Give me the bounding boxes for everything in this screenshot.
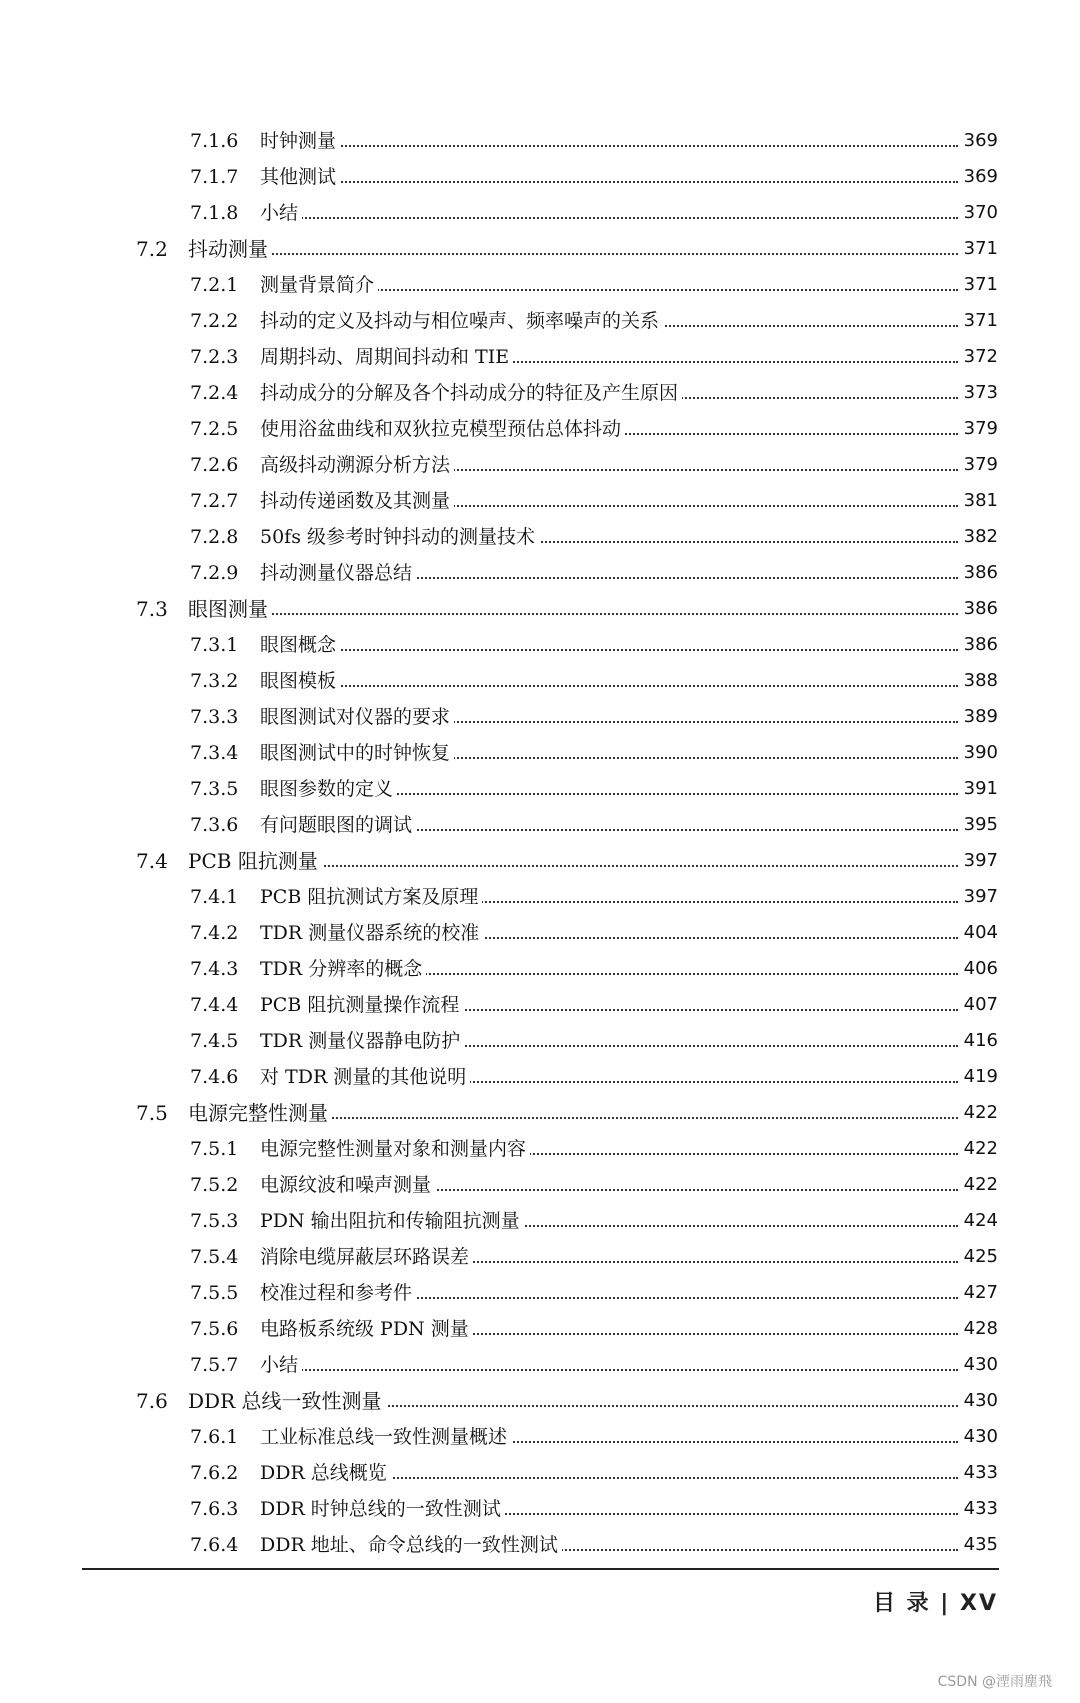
toc-entry-page: 422 <box>958 1174 998 1196</box>
toc-entry-number: 7.5.5 <box>190 1282 239 1304</box>
dot-leader <box>270 181 958 183</box>
toc-subsection-row <box>0 1414 1080 1450</box>
toc-subsection-row <box>0 1234 1080 1270</box>
toc-entry-page: 379 <box>958 454 998 476</box>
toc-entry-number: 7.5.1 <box>190 1138 239 1160</box>
toc-entry-number: 7.3.1 <box>190 634 239 656</box>
toc-entry-number: 7.4.1 <box>190 886 239 908</box>
toc-entry-page: 372 <box>958 346 998 368</box>
toc-entry-title: PCB 阻抗测量操作流程 <box>260 994 463 1016</box>
toc-entry-title: 工业标准总线一致性测量概述 <box>260 1426 511 1448</box>
toc-entry-page: 389 <box>958 706 998 728</box>
toc-entry-number: 7.5.3 <box>190 1210 239 1232</box>
toc-entry-number: 7.4.6 <box>190 1066 239 1088</box>
toc-entry-page: 371 <box>958 274 998 296</box>
toc-subsection-row <box>0 910 1080 946</box>
toc-entry-title: PDN 输出阻抗和传输阻抗测量 <box>260 1210 524 1232</box>
toc-entry-number: 7.6.2 <box>190 1462 239 1484</box>
toc-subsection-row <box>0 262 1080 298</box>
toc-entry-page: 382 <box>958 526 998 548</box>
toc-subsection-row <box>0 658 1080 694</box>
toc-entry-title: 小结 <box>260 1354 302 1376</box>
toc-entry-title: 高级抖动溯源分析方法 <box>260 454 454 476</box>
toc-entry-title: 电路板系统级 PDN 测量 <box>260 1318 473 1340</box>
dot-leader <box>270 649 958 651</box>
toc-entry-page: 370 <box>958 202 998 224</box>
footer-rule <box>82 1568 999 1570</box>
toc-entry-title: 电源纹波和噪声测量 <box>260 1174 435 1196</box>
dot-leader <box>200 253 958 255</box>
toc-entry-number: 7.1.8 <box>190 202 239 224</box>
toc-entry-page: 386 <box>958 634 998 656</box>
toc-entry-page: 371 <box>958 310 998 332</box>
toc-entry-title: 抖动的定义及抖动与相位噪声、频率噪声的关系 <box>260 310 663 332</box>
toc-subsection-row <box>0 802 1080 838</box>
footer-label: 目 录 | XV <box>872 1591 998 1616</box>
toc-entry-number: 7.4.3 <box>190 958 239 980</box>
toc-entry-title: DDR 总线一致性测量 <box>188 1390 386 1412</box>
toc-subsection-row <box>0 478 1080 514</box>
toc-entry-number: 7.2.8 <box>190 526 239 548</box>
toc-entry-page: 433 <box>958 1462 998 1484</box>
toc-subsection-row <box>0 1270 1080 1306</box>
toc-entry-title: 抖动传递函数及其测量 <box>260 490 454 512</box>
toc-entry-page: 430 <box>958 1390 998 1412</box>
toc-entry-title: DDR 总线概览 <box>260 1462 391 1484</box>
toc-subsection-row <box>0 982 1080 1018</box>
toc-list <box>0 118 1080 1558</box>
toc-subsection-row <box>0 1342 1080 1378</box>
toc-subsection-row <box>0 1018 1080 1054</box>
toc-entry-title: 50fs 级参考时钟抖动的测量技术 <box>260 526 539 548</box>
toc-subsection-row <box>0 1198 1080 1234</box>
toc-entry-title: 抖动成分的分解及各个抖动成分的特征及产生原因 <box>260 382 682 404</box>
dot-leader <box>270 1369 958 1371</box>
toc-entry-page: 369 <box>958 166 998 188</box>
toc-entry-number: 7.5.7 <box>190 1354 239 1376</box>
toc-entry-page: 427 <box>958 1282 998 1304</box>
toc-entry-number: 7.3.6 <box>190 814 239 836</box>
toc-entry-page: 386 <box>958 562 998 584</box>
toc-entry-page: 369 <box>958 130 998 152</box>
toc-entry-title: 眼图参数的定义 <box>260 778 397 800</box>
toc-subsection-row <box>0 1522 1080 1558</box>
toc-entry-page: 422 <box>958 1102 998 1124</box>
watermark: CSDN @湮雨塵飛 <box>937 1674 1052 1690</box>
toc-subsection-row <box>0 370 1080 406</box>
toc-entry-title: TDR 分辨率的概念 <box>260 958 426 980</box>
toc-section-row <box>0 1090 1080 1126</box>
toc-subsection-row <box>0 874 1080 910</box>
toc-entry-page: 397 <box>958 886 998 908</box>
toc-entry-page: 404 <box>958 922 998 944</box>
toc-subsection-row <box>0 298 1080 334</box>
toc-entry-page: 424 <box>958 1210 998 1232</box>
toc-subsection-row <box>0 190 1080 226</box>
toc-entry-title: 消除电缆屏蔽层环路误差 <box>260 1246 473 1268</box>
toc-entry-number: 7.2.5 <box>190 418 239 440</box>
toc-subsection-row <box>0 766 1080 802</box>
toc-entry-number: 7.5.6 <box>190 1318 239 1340</box>
toc-entry-page: 388 <box>958 670 998 692</box>
toc-entry-number: 7.1.7 <box>190 166 239 188</box>
toc-entry-page: 390 <box>958 742 998 764</box>
toc-entry-number: 7.1.6 <box>190 130 239 152</box>
toc-entry-page: 416 <box>958 1030 998 1052</box>
toc-entry-page: 428 <box>958 1318 998 1340</box>
dot-leader <box>200 613 958 615</box>
toc-entry-number: 7.5 <box>136 1101 168 1125</box>
toc-entry-number: 7.2.1 <box>190 274 239 296</box>
toc-subsection-row <box>0 946 1080 982</box>
toc-subsection-row <box>0 334 1080 370</box>
toc-subsection-row <box>0 1054 1080 1090</box>
toc-entry-number: 7.3.2 <box>190 670 239 692</box>
toc-subsection-row <box>0 442 1080 478</box>
toc-entry-page: 386 <box>958 598 998 620</box>
toc-subsection-row <box>0 1450 1080 1486</box>
toc-entry-number: 7.6.3 <box>190 1498 239 1520</box>
toc-entry-title: 时钟测量 <box>260 130 340 152</box>
toc-entry-page: 391 <box>958 778 998 800</box>
toc-entry-page: 379 <box>958 418 998 440</box>
toc-entry-number: 7.3.5 <box>190 778 239 800</box>
toc-entry-title: 眼图测试中的时钟恢复 <box>260 742 454 764</box>
toc-subsection-row <box>0 1126 1080 1162</box>
toc-entry-number: 7.6 <box>136 1389 168 1413</box>
toc-subsection-row <box>0 1486 1080 1522</box>
toc-entry-page: 425 <box>958 1246 998 1268</box>
toc-entry-title: 眼图模板 <box>260 670 340 692</box>
toc-entry-number: 7.2.2 <box>190 310 239 332</box>
toc-entry-title: 电源完整性测量 <box>188 1102 332 1124</box>
toc-entry-number: 7.5.4 <box>190 1246 239 1268</box>
toc-entry-number: 7.2.7 <box>190 490 239 512</box>
toc-entry-page: 395 <box>958 814 998 836</box>
toc-entry-title: 眼图测量 <box>188 598 272 620</box>
dot-leader <box>270 145 958 147</box>
toc-entry-page: 435 <box>958 1534 998 1556</box>
dot-leader <box>270 685 958 687</box>
toc-entry-title: PCB 阻抗测试方案及原理 <box>260 886 482 908</box>
toc-entry-page: 407 <box>958 994 998 1016</box>
toc-entry-number: 7.2 <box>136 237 168 261</box>
toc-section-row <box>0 1378 1080 1414</box>
toc-entry-page: 433 <box>958 1498 998 1520</box>
toc-subsection-row <box>0 622 1080 658</box>
toc-subsection-row <box>0 550 1080 586</box>
toc-entry-title: DDR 时钟总线的一致性测试 <box>260 1498 505 1520</box>
toc-entry-number: 7.6.4 <box>190 1534 239 1556</box>
toc-section-row <box>0 586 1080 622</box>
toc-entry-page: 430 <box>958 1354 998 1376</box>
toc-entry-title: 使用浴盆曲线和双狄拉克模型预估总体抖动 <box>260 418 625 440</box>
toc-entry-title: TDR 测量仪器静电防护 <box>260 1030 464 1052</box>
toc-entry-title: 有问题眼图的调试 <box>260 814 416 836</box>
toc-entry-number: 7.4.2 <box>190 922 239 944</box>
toc-entry-number: 7.3 <box>136 597 168 621</box>
toc-subsection-row <box>0 118 1080 154</box>
toc-entry-number: 7.2.3 <box>190 346 239 368</box>
toc-entry-number: 7.3.4 <box>190 742 239 764</box>
toc-entry-page: 406 <box>958 958 998 980</box>
toc-entry-title: 小结 <box>260 202 302 224</box>
toc-entry-number: 7.4.4 <box>190 994 239 1016</box>
toc-entry-number: 7.5.2 <box>190 1174 239 1196</box>
toc-entry-title: 校准过程和参考件 <box>260 1282 416 1304</box>
toc-entry-number: 7.2.9 <box>190 562 239 584</box>
toc-entry-number: 7.2.6 <box>190 454 239 476</box>
toc-entry-title: TDR 测量仪器系统的校准 <box>260 922 483 944</box>
toc-entry-title: PCB 阻抗测量 <box>188 850 322 872</box>
dot-leader <box>270 217 958 219</box>
toc-entry-title: 测量背景简介 <box>260 274 378 296</box>
toc-entry-title: 电源完整性测量对象和测量内容 <box>260 1138 530 1160</box>
toc-entry-page: 381 <box>958 490 998 512</box>
toc-subsection-row <box>0 514 1080 550</box>
toc-entry-page: 430 <box>958 1426 998 1448</box>
toc-section-row <box>0 838 1080 874</box>
toc-entry-page: 397 <box>958 850 998 872</box>
toc-entry-title: 其他测试 <box>260 166 340 188</box>
toc-entry-title: 眼图测试对仪器的要求 <box>260 706 454 728</box>
toc-entry-page: 371 <box>958 238 998 260</box>
toc-entry-page: 422 <box>958 1138 998 1160</box>
toc-entry-page: 419 <box>958 1066 998 1088</box>
toc-entry-number: 7.4 <box>136 849 168 873</box>
toc-subsection-row <box>0 154 1080 190</box>
toc-subsection-row <box>0 406 1080 442</box>
toc-entry-title: DDR 地址、命令总线的一致性测试 <box>260 1534 562 1556</box>
toc-subsection-row <box>0 1162 1080 1198</box>
toc-subsection-row <box>0 1306 1080 1342</box>
toc-entry-title: 抖动测量 <box>188 238 272 260</box>
toc-entry-number: 7.4.5 <box>190 1030 239 1052</box>
toc-subsection-row <box>0 694 1080 730</box>
toc-entry-number: 7.6.1 <box>190 1426 239 1448</box>
toc-entry-title: 对 TDR 测量的其他说明 <box>260 1066 470 1088</box>
toc-entry-title: 眼图概念 <box>260 634 340 656</box>
toc-entry-title: 周期抖动、周期间抖动和 TIE <box>260 346 513 368</box>
toc-entry-title: 抖动测量仪器总结 <box>260 562 416 584</box>
toc-entry-page: 373 <box>958 382 998 404</box>
toc-entry-number: 7.2.4 <box>190 382 239 404</box>
toc-section-row <box>0 226 1080 262</box>
toc-subsection-row <box>0 730 1080 766</box>
toc-entry-number: 7.3.3 <box>190 706 239 728</box>
